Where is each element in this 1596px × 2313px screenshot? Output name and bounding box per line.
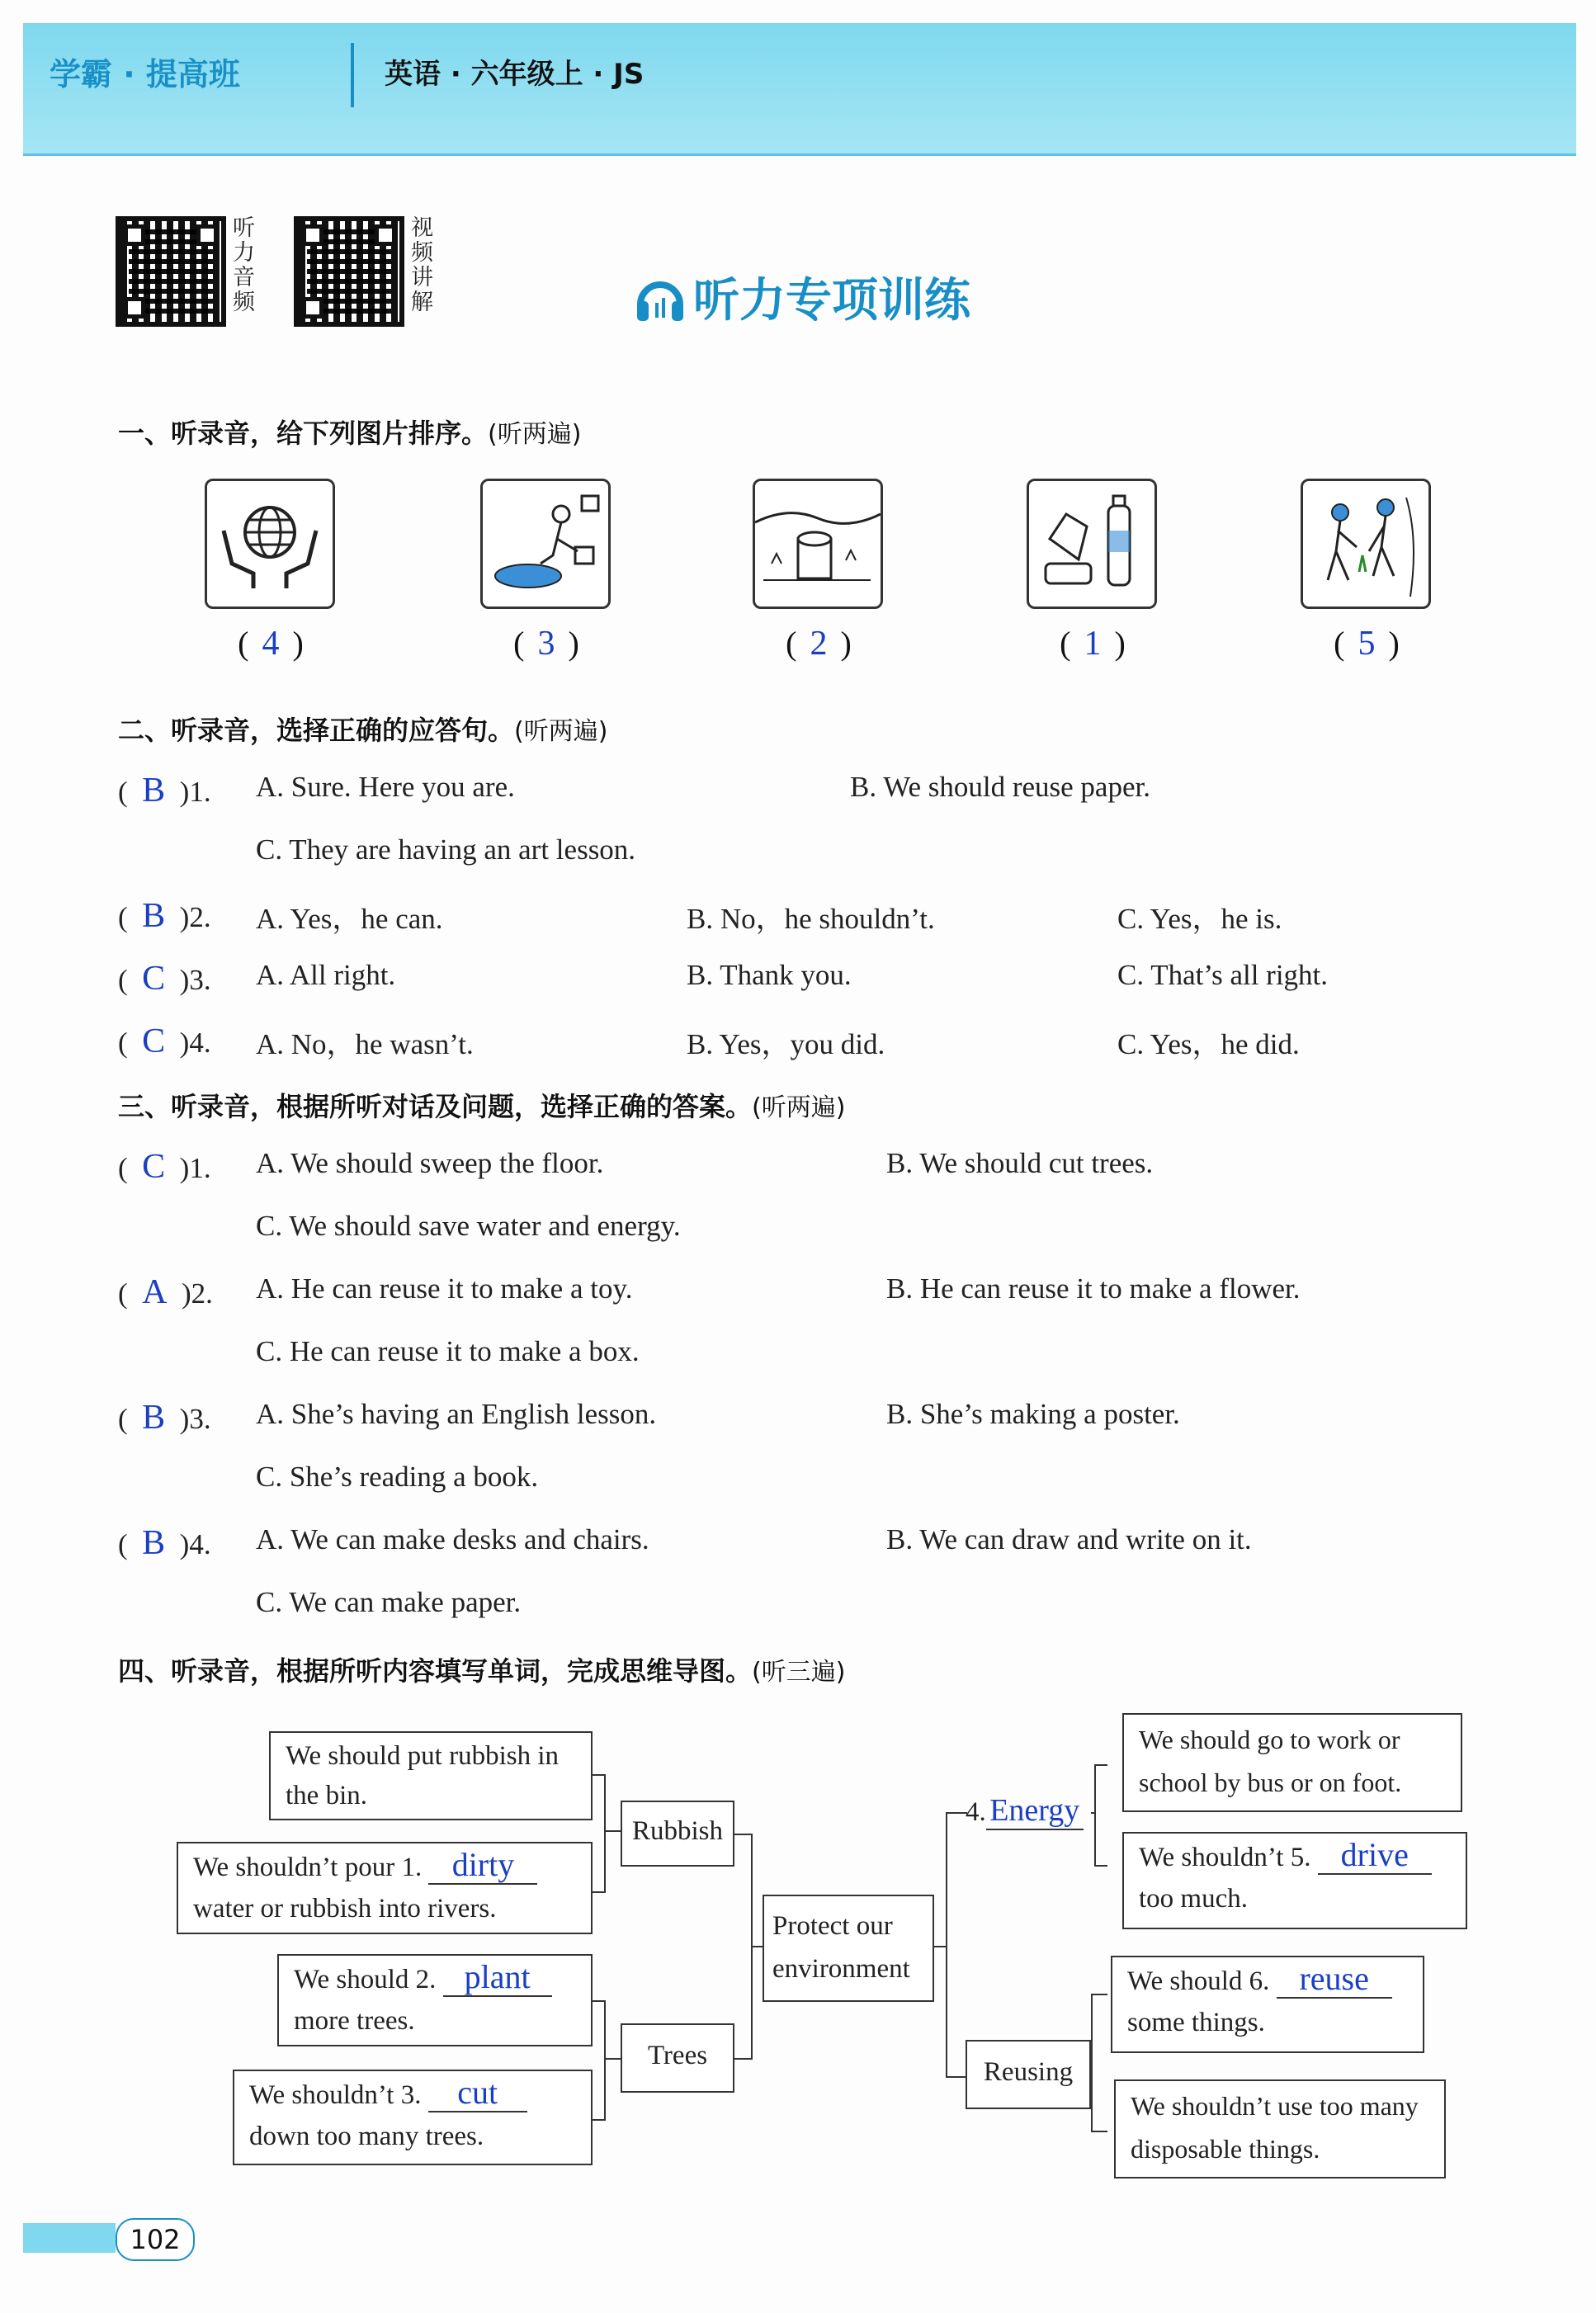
s2-q3-option-c: C. That’s all right. (1117, 959, 1329, 991)
rubbish-link (604, 1830, 621, 1832)
page-header (23, 23, 1576, 156)
section2-heading: 二、听录音，选择正确的应答句。(听两遍) (118, 715, 608, 746)
left-branch-connector (734, 1834, 753, 2060)
s3-q2-row: ( A )2. (118, 1273, 213, 1311)
reusing-node: Reusing (966, 2040, 1091, 2109)
blank-2[interactable]: plant (443, 1959, 552, 1997)
s2-q1-option-b: B. We should reuse paper. (850, 771, 1150, 803)
reusing-item-1: We should 6. reuse some things. (1111, 1956, 1424, 2053)
trees-item-1: We should 2. plant more trees. (277, 1954, 593, 2046)
energy-connector (1094, 1764, 1107, 1867)
s2-q3-option-a: A. All right. (256, 959, 396, 991)
picture-2 (480, 479, 611, 609)
picture-3-answer: ( 2 ) (786, 625, 852, 663)
blank-3[interactable]: cut (428, 2075, 527, 2112)
s3-q2-option-c: C. He can reuse it to make a box. (256, 1335, 640, 1367)
rubbish-item-2: We shouldn’t pour 1. dirty water or rubbish into rivers. (177, 1842, 593, 1934)
s2-q4-option-a: A. No，he wasn’t. (256, 1028, 474, 1060)
energy-link (1091, 1812, 1094, 1814)
s3-q4-option-a: A. We can make desks and chairs. (256, 1523, 649, 1555)
page-title: 听力专项训练 (634, 264, 970, 330)
trees-connector (593, 2000, 606, 2121)
picture-5 (1301, 479, 1431, 609)
rubbish-node: Rubbish (621, 1801, 734, 1867)
right-center-link (934, 1946, 946, 1947)
blank-4[interactable]: Energy (986, 1792, 1084, 1830)
s3-q3-option-c: C. She’s reading a book. (256, 1461, 539, 1493)
picture-4 (1027, 479, 1157, 609)
globe-hands-icon (207, 481, 333, 607)
right-branch-connector (946, 1812, 967, 2078)
energy-node: 4. Energy (966, 1782, 1094, 1842)
s3-q4-row: ( B )4. (118, 1524, 211, 1562)
audio-qr-label: 听 力 音 频 (233, 215, 255, 315)
people-planting-icon (1303, 481, 1428, 607)
picture-1 (205, 479, 335, 609)
blank-5[interactable]: drive (1318, 1837, 1432, 1875)
reusing-item-2: We shouldn’t use too many disposable things. (1114, 2079, 1446, 2178)
picture-2-answer: ( 3 ) (513, 625, 579, 663)
picture-4-answer: ( 1 ) (1060, 625, 1126, 663)
energy-item-2: We shouldn’t 5. drive too much. (1122, 1832, 1467, 1929)
s3-q4-option-b: B. We can draw and write on it. (886, 1523, 1252, 1555)
video-qr-label: 视 频 讲 解 (411, 215, 433, 315)
section4-heading: 四、听录音，根据所听内容填写单词，完成思维导图。(听三遍) (118, 1655, 846, 1687)
audio-qr-code[interactable] (116, 216, 226, 327)
plastic-waste-icon (1029, 481, 1155, 607)
s3-q1-option-a: A. We should sweep the floor. (256, 1147, 604, 1179)
s2-q1-option-c: C. They are having an art lesson. (256, 833, 636, 866)
headphones-icon (634, 273, 687, 323)
s2-q1-row: ( B )1. (118, 772, 211, 810)
page-number: 102 (116, 2218, 195, 2261)
s3-q4-option-c: C. We can make paper. (256, 1586, 522, 1618)
s3-q2-option-a: A. He can reuse it to make a toy. (256, 1272, 633, 1305)
center-node: Protect our environment (763, 1895, 934, 2002)
tree-stump-icon (755, 481, 881, 607)
rubbish-connector (593, 1774, 606, 1893)
blank-1[interactable]: dirty (428, 1847, 537, 1885)
picture-5-answer: ( 5 ) (1334, 625, 1400, 663)
s3-q3-option-a: A. She’s having an English lesson. (256, 1398, 657, 1430)
s2-q4-option-b: B. Yes，you did. (687, 1028, 885, 1060)
s2-q2-option-a: A. Yes，he can. (256, 903, 443, 935)
reusing-connector (1091, 1994, 1107, 2132)
s2-q2-option-b: B. No，he shouldn’t. (687, 903, 935, 935)
video-qr-code[interactable] (294, 216, 404, 327)
picture-1-answer: ( 4 ) (238, 625, 304, 663)
s2-q2-row: ( B )2. (118, 897, 211, 935)
brand-label: 学霸 · 提高班 (50, 56, 240, 92)
picture-3 (753, 479, 883, 609)
s3-q2-option-b: B. He can reuse it to make a flower. (886, 1272, 1301, 1305)
s3-q1-option-b: B. We should cut trees. (886, 1147, 1154, 1179)
section3-heading: 三、听录音，根据所听对话及问题，选择正确的答案。(听两遍) (118, 1091, 846, 1122)
energy-item-1: We should go to work or school by bus or on foot. (1122, 1713, 1462, 1812)
s2-q4-row: ( C )4. (118, 1022, 211, 1060)
trees-item-2: We shouldn’t 3. cut down too many trees. (233, 2070, 593, 2165)
s3-q3-row: ( B )3. (118, 1399, 211, 1437)
rubbish-item-1: We should put rubbish in the bin. (269, 1731, 593, 1820)
left-center-link (751, 1946, 763, 1947)
blank-6[interactable]: reuse (1277, 1961, 1392, 1999)
s3-q1-option-c: C. We should save water and energy. (256, 1210, 681, 1242)
s3-q3-option-b: B. She’s making a poster. (886, 1398, 1180, 1430)
s3-q1-row: ( C )1. (118, 1148, 211, 1186)
s2-q4-option-c: C. Yes，he did. (1117, 1028, 1300, 1060)
section1-heading: 一、听录音，给下列图片排序。(听两遍) (118, 418, 582, 449)
trees-node: Trees (621, 2023, 734, 2093)
woman-washing-icon (483, 481, 608, 607)
header-divider (351, 43, 354, 107)
s2-q1-option-a: A. Sure. Here you are. (256, 771, 515, 803)
subject-label: 英语 · 六年级上 · JS (385, 58, 645, 91)
s2-q3-option-b: B. Thank you. (687, 959, 852, 991)
trees-link (604, 2058, 621, 2060)
s2-q2-option-c: C. Yes，he is. (1117, 903, 1282, 935)
page-number-bar (23, 2223, 116, 2253)
s2-q3-row: ( C )3. (118, 960, 211, 998)
